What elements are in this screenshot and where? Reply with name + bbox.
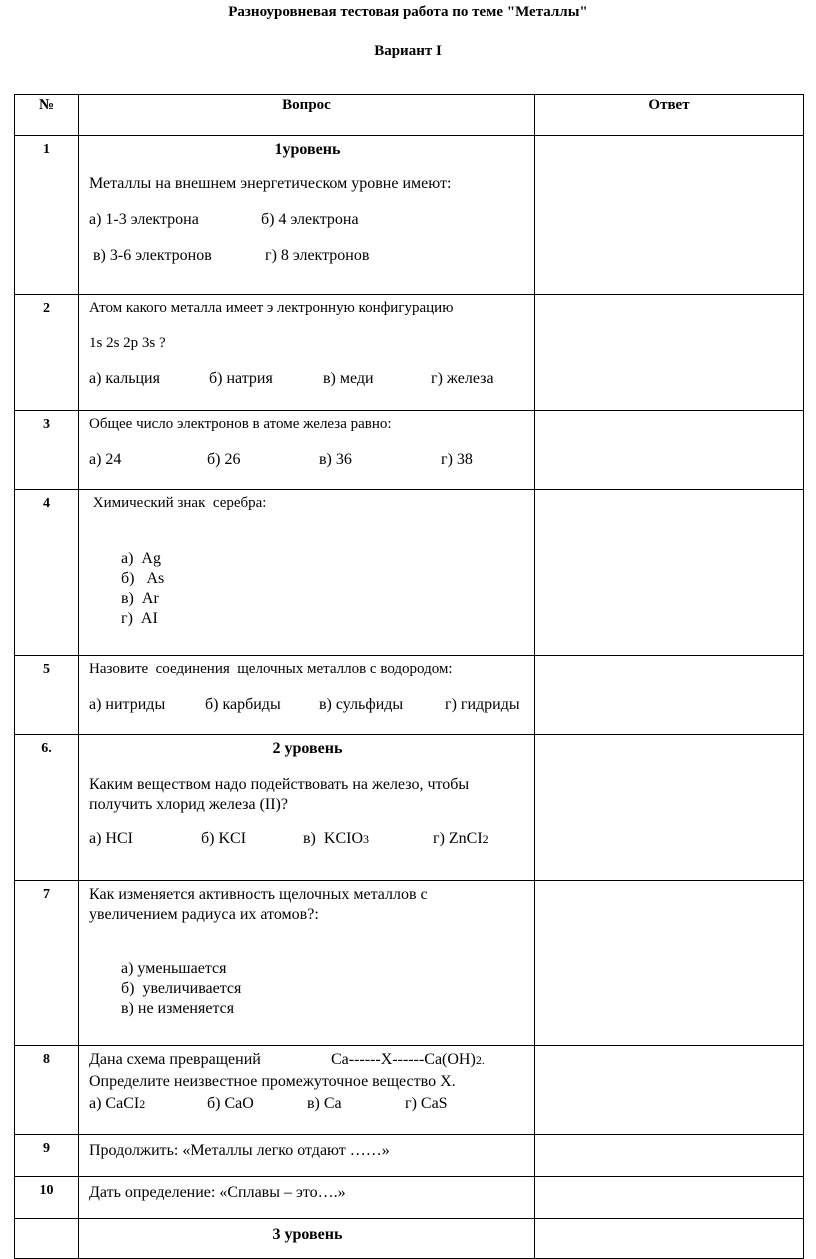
question-number: 9 xyxy=(15,1134,79,1176)
subscript: 3 xyxy=(363,831,369,846)
question-number: 2 xyxy=(15,295,79,411)
question-number: 1 xyxy=(15,136,79,295)
header-num: № xyxy=(15,95,79,136)
question-cell xyxy=(79,295,535,411)
option-g: г) 38 xyxy=(441,450,473,468)
table-row xyxy=(15,295,804,411)
question-number: 10 xyxy=(15,1176,79,1218)
question-text: Общее число электронов в атоме железа равно: xyxy=(89,416,392,432)
option-v: в) сульфиды xyxy=(319,695,404,713)
subscript: 2 xyxy=(139,1096,146,1111)
table-row xyxy=(15,411,804,490)
question-text: Металлы на внешнем энергетическом уровне имеют: xyxy=(89,175,452,192)
question-cell xyxy=(79,734,535,880)
answer-cell[interactable] xyxy=(535,295,804,411)
table-row xyxy=(15,1134,804,1176)
answer-cell[interactable] xyxy=(535,411,804,490)
answer-cell[interactable] xyxy=(535,136,804,295)
subscript: 2. xyxy=(475,1052,485,1067)
header-answer: Ответ xyxy=(535,95,804,136)
option-a: а) 1-3 электрона xyxy=(89,211,199,228)
question-cell xyxy=(79,655,535,734)
option-g-label: г) ZnCI xyxy=(433,829,483,847)
answer-cell[interactable] xyxy=(535,880,804,1045)
question-text: Дать определение: «Сплавы – это….» xyxy=(89,1183,346,1201)
table-row xyxy=(15,136,804,295)
table-row xyxy=(15,734,804,880)
option-b: б) CaO xyxy=(207,1094,254,1112)
table-row xyxy=(15,1218,804,1258)
question-text: Атом какого металла имеет э лектронную конфигурацию xyxy=(89,300,454,316)
question-text: Каким веществом надо подействовать на железо, чтобы получить хлорид железа (II)? xyxy=(89,775,470,813)
option-a: а) кальция xyxy=(89,369,160,387)
answer-cell[interactable] xyxy=(535,655,804,734)
electron-config: 1s 2s 2p 3s ? xyxy=(89,334,166,351)
question-text: Химический знак серебра: xyxy=(89,495,267,511)
question-cell xyxy=(79,1134,535,1176)
table-row xyxy=(15,1176,804,1218)
level-heading: 2 уровень xyxy=(272,739,343,757)
answer-cell[interactable] xyxy=(535,1045,804,1134)
question-number: 8 xyxy=(15,1045,79,1134)
option-v-label: в) KCIO xyxy=(303,829,363,847)
option-v: в) меди xyxy=(323,369,374,387)
document-title: Разноуровневая тестовая работа по теме "Металлы" xyxy=(228,4,588,20)
option-b: б) натрия xyxy=(209,369,273,387)
table-row xyxy=(15,1045,804,1134)
table-row xyxy=(15,655,804,734)
option-v: в) не изменяется xyxy=(121,999,235,1017)
option-v: в) Ca xyxy=(307,1094,342,1112)
question-number xyxy=(15,1218,79,1258)
question-text-2: Определите неизвестное промежуточное вещество X. xyxy=(89,1072,456,1090)
answer-cell[interactable] xyxy=(535,734,804,880)
option-v: в) 36 xyxy=(319,450,352,468)
option-b: б) 4 электрона xyxy=(261,211,359,228)
option-g: г) AI xyxy=(121,609,158,627)
question-text: Назовите соединения щелочных металлов с водородом: xyxy=(89,660,453,677)
question-cell xyxy=(79,880,535,1045)
question-cell xyxy=(79,411,535,490)
question-number: 3 xyxy=(15,411,79,490)
question-number: 6. xyxy=(15,734,79,880)
option-b: б) As xyxy=(121,569,165,587)
question-cell xyxy=(79,1176,535,1218)
option-a: а) HCI xyxy=(89,829,133,847)
scheme-text: Ca------X------Ca(OH) xyxy=(331,1050,476,1068)
question-number: 5 xyxy=(15,655,79,734)
table-row xyxy=(15,490,804,656)
option-b: б) 26 xyxy=(207,450,241,468)
level-heading: 1уровень xyxy=(274,141,341,158)
transformation-scheme xyxy=(331,1050,485,1070)
question-cell xyxy=(79,1218,535,1258)
option-v: в) 3-6 электронов xyxy=(93,247,212,264)
option-b: б) увеличивается xyxy=(121,979,242,997)
option-b: б) карбиды xyxy=(205,695,281,713)
option-g xyxy=(433,829,489,849)
question-cell xyxy=(79,1045,535,1134)
option-a: а) 24 xyxy=(89,450,122,468)
answer-cell[interactable] xyxy=(535,1134,804,1176)
table-row xyxy=(15,880,804,1045)
option-v xyxy=(303,829,429,849)
question-cell xyxy=(79,136,535,295)
test-table xyxy=(14,94,804,1259)
option-a: а) уменьшается xyxy=(121,959,227,977)
option-b: б) KCI xyxy=(201,829,247,847)
question-number: 7 xyxy=(15,880,79,1045)
option-g: г) железа xyxy=(431,369,494,387)
option-v: в) Ar xyxy=(121,589,159,607)
question-number: 4 xyxy=(15,490,79,656)
table-header-row xyxy=(15,95,804,136)
question-text: Как изменяется активность щелочных металлов с увеличением радиуса их атомов?: xyxy=(89,885,428,923)
option-a-label: а) CaCI xyxy=(89,1094,140,1112)
answer-cell[interactable] xyxy=(535,1218,804,1258)
question-cell xyxy=(79,490,535,656)
option-g: г) CaS xyxy=(405,1094,448,1112)
option-a: а) Ag xyxy=(121,549,161,567)
question-text: Продолжить: «Металлы легко отдают ……» xyxy=(89,1141,390,1159)
option-g: г) 8 электронов xyxy=(265,247,370,264)
answer-cell[interactable] xyxy=(535,1176,804,1218)
option-a xyxy=(89,1094,203,1114)
level-heading: 3 уровень xyxy=(272,1225,343,1243)
header-question: Вопрос xyxy=(79,95,535,136)
question-text: Дана схема превращений xyxy=(89,1050,261,1068)
variant-label: Вариант I xyxy=(374,43,442,59)
subscript: 2 xyxy=(482,831,489,846)
answer-cell[interactable] xyxy=(535,490,804,656)
option-g: г) гидриды xyxy=(445,695,520,713)
option-a: а) нитриды xyxy=(89,695,166,713)
